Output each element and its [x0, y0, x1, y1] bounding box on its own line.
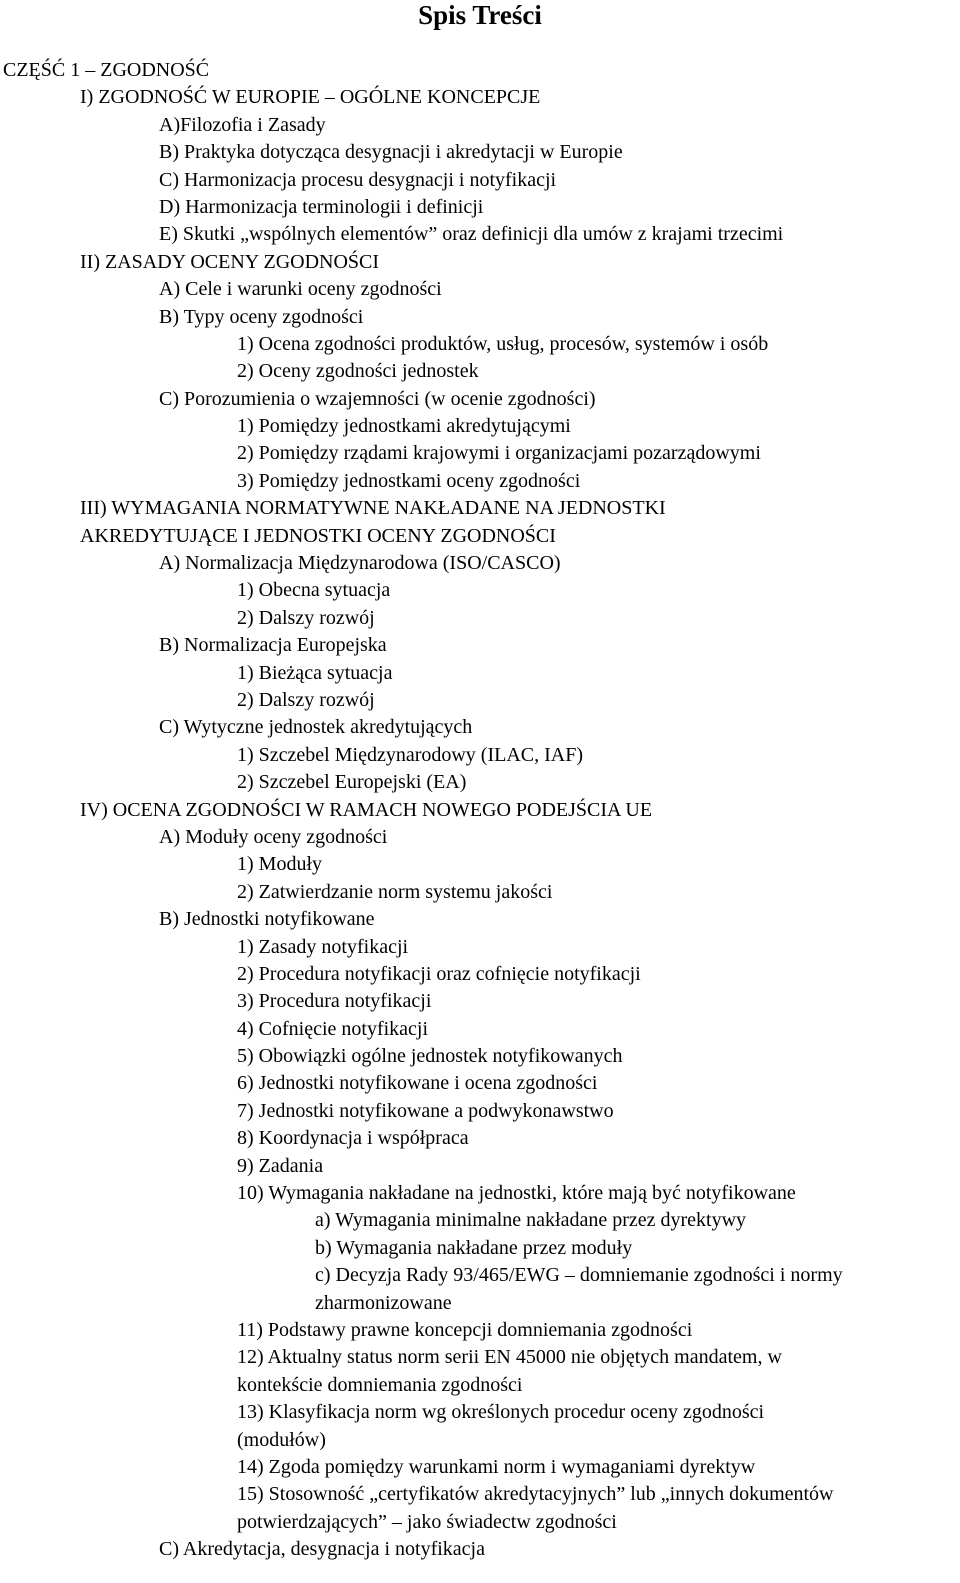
toc-section: C) Wytyczne jednostek akredytujących: [159, 716, 473, 739]
toc-subsection: 1) Zasady notyfikacji: [237, 935, 409, 958]
toc-subsection: 2) Zatwierdzanie norm systemu jakości: [237, 880, 553, 903]
toc-section: C) Porozumienia o wzajemności (w ocenie zgodności): [159, 387, 596, 410]
toc-subsection: 7) Jednostki notyfikowane a podwykonawstwo: [237, 1099, 614, 1122]
toc-section: A) Moduły oceny zgodności: [159, 825, 388, 848]
toc-subsection: 2) Szczebel Europejski (EA): [237, 771, 467, 794]
toc-subsection: 14) Zgoda pomiędzy warunkami norm i wymaganiami dyrektyw: [237, 1455, 756, 1478]
toc-section: B) Praktyka dotycząca desygnacji i akredytacji w Europie: [159, 141, 623, 164]
toc-chapter: III) WYMAGANIA NORMATYWNE NAKŁADANE NA JEDNOSTKI: [80, 497, 666, 520]
toc-section: C) Akredytacja, desygnacja i notyfikacja: [159, 1538, 485, 1561]
toc-section: A) Normalizacja Międzynarodowa (ISO/CASCO): [159, 552, 561, 575]
toc-subsection-continuation: (modułów): [237, 1428, 326, 1451]
toc-chapter: IV) OCENA ZGODNOŚCI W RAMACH NOWEGO PODEJŚCIA UE: [80, 798, 653, 821]
toc-section: B) Jednostki notyfikowane: [159, 908, 375, 931]
toc-section: B) Normalizacja Europejska: [159, 634, 387, 657]
toc-subsection-continuation: potwierdzających” – jako świadectw zgodności: [237, 1510, 617, 1533]
toc-section: A) Cele i warunki oceny zgodności: [159, 278, 442, 301]
toc-subsection: 4) Cofnięcie notyfikacji: [237, 1017, 429, 1040]
toc-subsection: 10) Wymagania nakładane na jednostki, które mają być notyfikowane: [237, 1182, 796, 1205]
toc-subsection: 8) Koordynacja i współpraca: [237, 1127, 469, 1150]
toc-subsection: 1) Bieżąca sytuacja: [237, 661, 393, 684]
toc-subsection: 3) Procedura notyfikacji: [237, 990, 432, 1013]
toc-subsubsection-continuation: zharmonizowane: [315, 1291, 452, 1314]
toc-chapter-continuation: AKREDYTUJĄCE I JEDNOSTKI OCENY ZGODNOŚCI: [80, 524, 556, 547]
toc-subsection: 3) Pomiędzy jednostkami oceny zgodności: [237, 469, 581, 492]
toc-subsection: 1) Obecna sytuacja: [237, 579, 391, 602]
toc-subsection: 13) Klasyfikacja norm wg określonych procedur oceny zgodności: [237, 1401, 765, 1424]
toc-subsection: 1) Ocena zgodności produktów, usług, procesów, systemów i osób: [237, 332, 769, 355]
toc-section: D) Harmonizacja terminologii i definicji: [159, 195, 484, 218]
toc-subsubsection: b) Wymagania nakładane przez moduły: [315, 1236, 633, 1259]
toc-chapter: II) ZASADY OCENY ZGODNOŚCI: [80, 250, 380, 273]
toc-subsection: 2) Oceny zgodności jednostek: [237, 360, 479, 383]
toc-subsection: 2) Dalszy rozwój: [237, 688, 375, 711]
toc-section: E) Skutki „wspólnych elementów” oraz definicji dla umów z krajami trzecimi: [159, 223, 784, 246]
toc-subsubsection: c) Decyzja Rady 93/465/EWG – domniemanie zgodności i normy: [315, 1264, 843, 1287]
toc-subsection: 6) Jednostki notyfikowane i ocena zgodności: [237, 1072, 598, 1095]
toc-subsection: 9) Zadania: [237, 1154, 324, 1177]
toc-chapter: I) ZGODNOŚĆ W EUROPIE – OGÓLNE KONCEPCJE: [80, 86, 541, 109]
toc-part-heading: CZĘŚĆ 1 – ZGODNOŚĆ: [3, 59, 210, 81]
toc-subsection: 12) Aktualny status norm serii EN 45000 nie objętych mandatem, w: [237, 1346, 782, 1369]
toc-subsection: 1) Pomiędzy jednostkami akredytującymi: [237, 415, 571, 438]
toc-subsection: 15) Stosowność „certyfikatów akredytacyjnych” lub „innych dokumentów: [237, 1483, 834, 1506]
toc-subsection: 2) Dalszy rozwój: [237, 606, 375, 629]
toc-subsection-continuation: kontekście domniemania zgodności: [237, 1373, 523, 1396]
toc-subsection: 5) Obowiązki ogólne jednostek notyfikowanych: [237, 1045, 623, 1068]
toc-subsection: 2) Procedura notyfikacji oraz cofnięcie notyfikacji: [237, 962, 641, 985]
toc-section: A)Filozofia i Zasady: [159, 113, 326, 136]
toc-subsection: 11) Podstawy prawne koncepcji domniemania zgodności: [237, 1318, 693, 1341]
toc-section: B) Typy oceny zgodności: [159, 305, 364, 328]
toc-section: C) Harmonizacja procesu desygnacji i notyfikacji: [159, 168, 557, 191]
table-of-contents: [0, 57, 960, 1563]
page-title: Spis Treści: [418, 0, 542, 30]
toc-subsection: 1) Moduły: [237, 853, 322, 876]
toc-subsubsection: a) Wymagania minimalne nakładane przez dyrektywy: [315, 1209, 747, 1232]
toc-subsection: 1) Szczebel Międzynarodowy (ILAC, IAF): [237, 743, 584, 766]
toc-subsection: 2) Pomiędzy rządami krajowymi i organizacjami pozarządowymi: [237, 442, 761, 465]
